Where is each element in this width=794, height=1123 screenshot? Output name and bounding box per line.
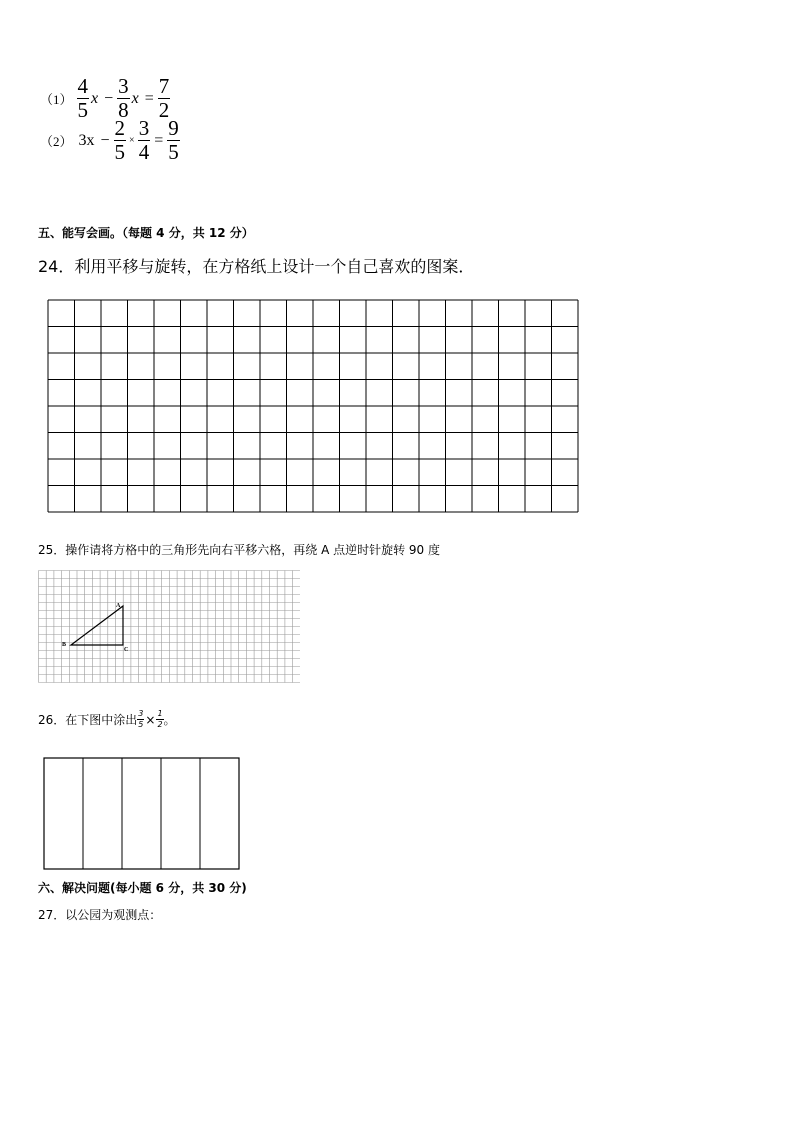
- question-25: 25．操作请将方格中的三角形先向右平移六格，再绕 A 点逆时针旋转 90 度: [38, 543, 441, 557]
- equation-1: （1） $\frac{4}{5}$ x − $\frac{3}{8}$ x = $\frac{7}{2}$: [40, 74, 170, 122]
- fraction: $\frac{4}{5}$: [77, 74, 89, 122]
- question-26: 26．在下图中涂出 $\frac{3}{5}$ × $\frac{1}{2}$ 。: [38, 709, 176, 729]
- section-six-heading: 六、解决问题(每小题 6 分，共 30 分): [38, 881, 247, 895]
- fraction: $\frac{3}{5}$: [138, 709, 144, 729]
- fraction: $\frac{3}{8}$: [118, 74, 129, 122]
- equation-label: （1）: [40, 92, 73, 107]
- point-b-label: B: [62, 642, 67, 648]
- triangle-grid: [38, 570, 300, 684]
- fraction: $\frac{3}{4}$: [138, 116, 150, 164]
- fraction: $\frac{9}{5}$: [168, 116, 179, 164]
- equation-label: （2）: [40, 134, 73, 149]
- design-grid: [47, 299, 579, 513]
- question-27: 27．以公园为观测点：: [38, 908, 162, 922]
- section-five-heading: 五、能写会画。（每题 4 分，共 12 分）: [38, 226, 254, 240]
- question-24: 24．利用平移与旋转，在方格纸上设计一个自己喜欢的图案．: [38, 257, 475, 276]
- equation-2: （2） 3x − $\frac{2}{5}$ × $\frac{3}{4}$ = $\frac{9}{5}$: [40, 116, 179, 164]
- fraction: $\frac{1}{2}$: [157, 709, 163, 729]
- fraction-rectangle: [43, 757, 241, 870]
- rectangle-outline: [44, 758, 239, 869]
- point-c-label: C: [124, 647, 129, 653]
- fraction: $\frac{7}{2}$: [158, 74, 170, 122]
- fraction: $\frac{2}{5}$: [114, 116, 126, 164]
- point-a-label: A: [116, 603, 121, 609]
